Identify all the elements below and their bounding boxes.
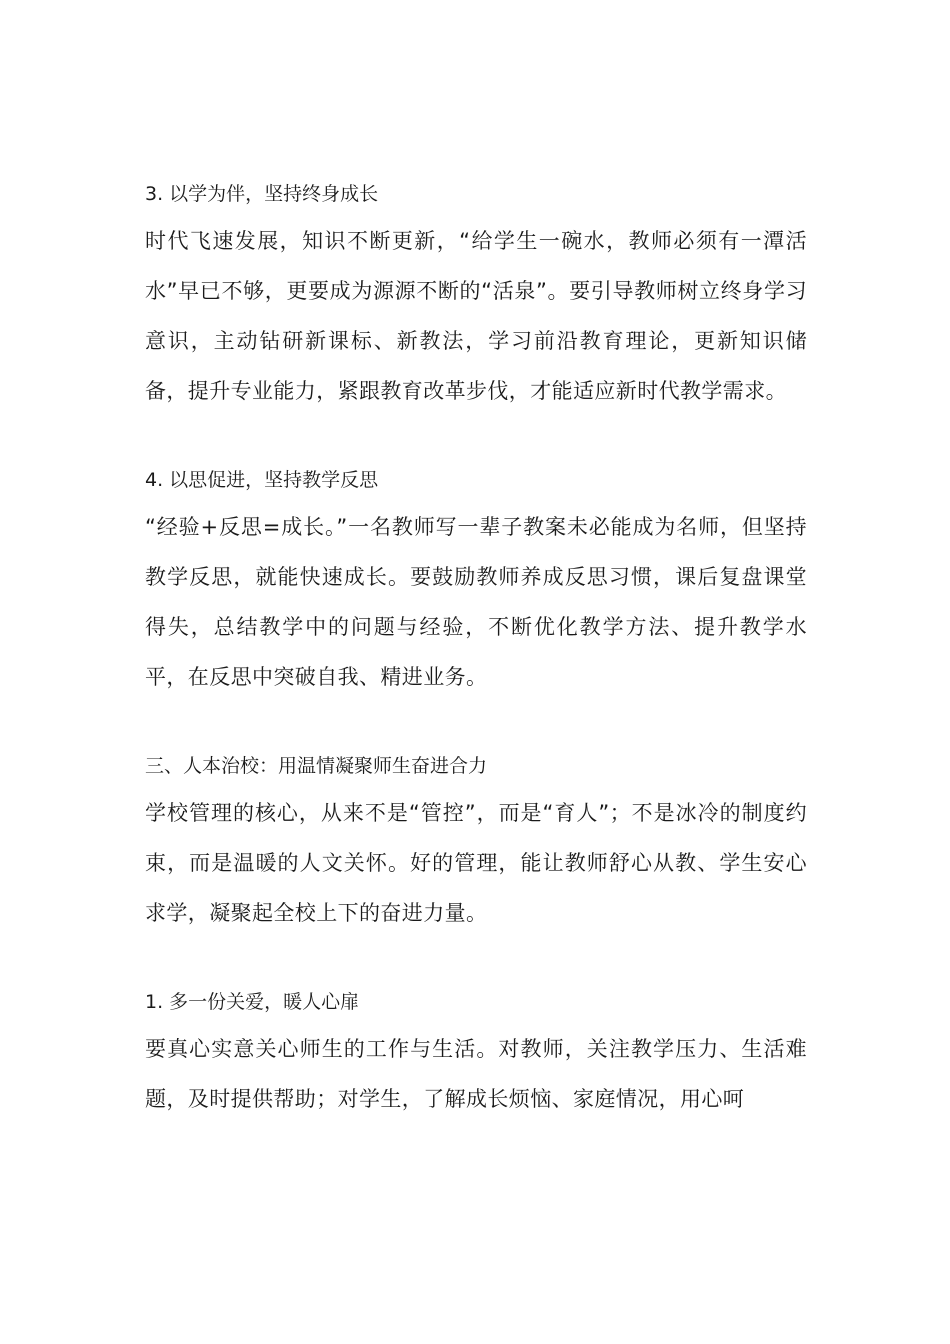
section-more-care (145, 988, 807, 1124)
section-heading: 三、人本治校：用温情凝聚师生奋进合力 (145, 755, 488, 777)
section-paragraph: 要真心实意关心师生的工作与生活。对教师，关注教学压力、生活难题，及时提供帮助；对学生，了解成长烦恼、家庭情况，用心呵 (145, 1037, 807, 1111)
paragraph-gap (145, 702, 807, 752)
section-paragraph: 时代飞速发展，知识不断更新，“给学生一碗水，教师必须有一潭活水”早已不够，更要成为源源不断的“活泉”。要引导教师树立终身学习意识，主动钻研新课标、新教法，学习前沿教育理论，更新知识储备，提升专业能力，紧跟教育改革步伐，才能适应新时代教学需求。 (145, 229, 807, 403)
section-humanistic-management (145, 752, 807, 938)
section-heading: 4. 以思促进，坚持教学反思 (145, 469, 379, 491)
section-heading: 3. 以学为伴，坚持终身成长 (145, 183, 379, 205)
section-teaching-reflection (145, 466, 807, 702)
section-heading: 1. 多一份关爱，暖人心扉 (145, 991, 360, 1013)
document-body (145, 180, 807, 1124)
section-paragraph: “经验+反思=成长。”一名教师写一辈子教案未必能成为名师，但坚持教学反思，就能快速成长。要鼓励教师养成反思习惯，课后复盘课堂得失，总结教学中的问题与经验，不断优化教学方法、提升教学水平，在反思中突破自我、精进业务。 (145, 515, 807, 689)
section-lifelong-learning (145, 180, 807, 416)
paragraph-gap (145, 938, 807, 988)
paragraph-gap (145, 416, 807, 466)
section-paragraph: 学校管理的核心，从来不是“管控”，而是“育人”；不是冰冷的制度约束，而是温暖的人文关怀。好的管理，能让教师舒心从教、学生安心求学，凝聚起全校上下的奋进力量。 (145, 801, 807, 925)
